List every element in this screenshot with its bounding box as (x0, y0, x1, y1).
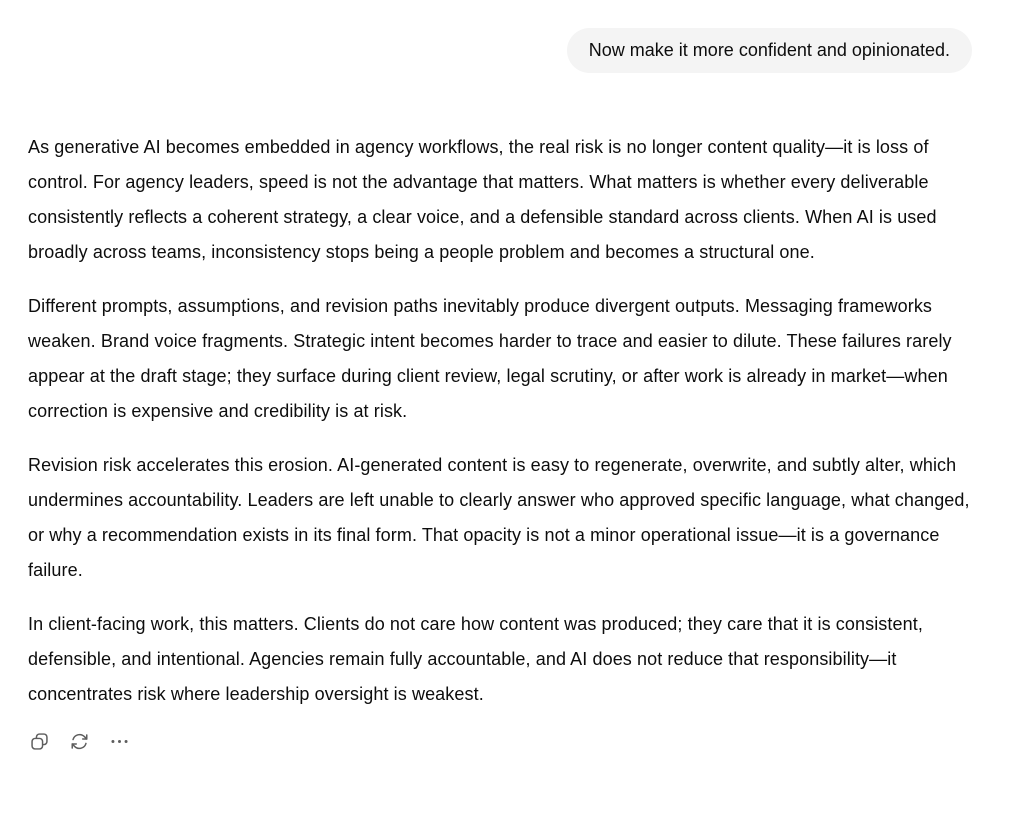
copy-icon (29, 731, 50, 752)
user-message-bubble: Now make it more confident and opinionated. (567, 28, 972, 73)
more-options-button[interactable] (104, 726, 134, 756)
assistant-paragraph: Revision risk accelerates this erosion. AI-generated content is easy to regenerate, overwrite, and subtly alter, which undermines accountability. Leaders are left unable to clearly answer who approved specific language, what changed, or why a recommendation exists in its final form. That opacity is not a minor operational issue—it is a governance failure. (28, 455, 970, 580)
message-action-bar (24, 726, 988, 756)
assistant-paragraph: Different prompts, assumptions, and revision paths inevitably produce divergent outputs. Messaging frameworks weaken. Brand voice fragments. Strategic intent becomes harder to trace and easier to dilute. These failures rarely appear at the draft stage; they surface during client review, legal scrutiny, or after work is already in market—when correction is expensive and credibility is at risk. (28, 296, 952, 421)
retry-icon (69, 731, 90, 752)
assistant-paragraph: In client-facing work, this matters. Clients do not care how content was produced; they care that it is consistent, defensible, and intentional. Agencies remain fully accountable, and AI does not reduce that responsibility—it concentrates risk where leadership oversight is weakest. (28, 614, 923, 704)
assistant-message (28, 130, 988, 712)
user-message-row (28, 0, 972, 73)
retry-button[interactable] (64, 726, 94, 756)
more-options-icon (109, 731, 130, 752)
copy-button[interactable] (24, 726, 54, 756)
assistant-paragraph: As generative AI becomes embedded in agency workflows, the real risk is no longer content quality—it is loss of control. For agency leaders, speed is not the advantage that matters. What matters is whether every deliverable consistently reflects a coherent strategy, a clear voice, and a defensible standard across clients. When AI is used broadly across teams, inconsistency stops being a people problem and becomes a structural one. (28, 137, 937, 262)
